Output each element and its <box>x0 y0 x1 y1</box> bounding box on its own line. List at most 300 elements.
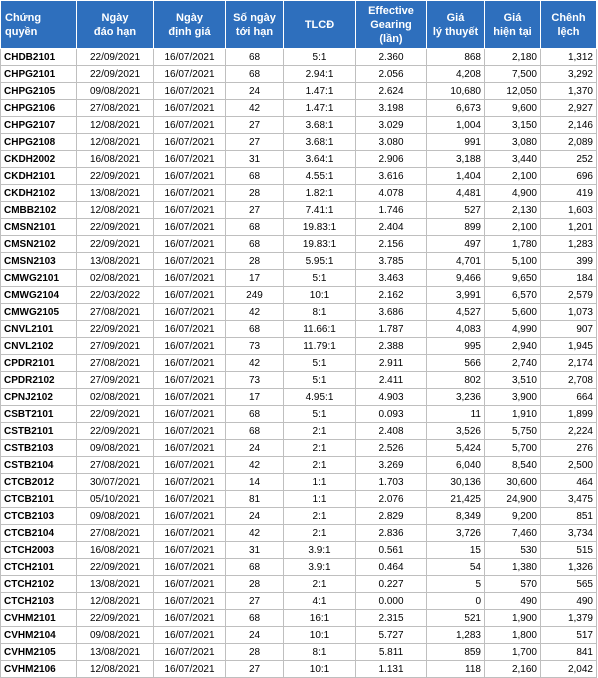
theoretical-price: 1,404 <box>427 168 485 185</box>
warrant-code: CMSN2101 <box>1 219 77 236</box>
maturity-date-header <box>77 1 154 49</box>
price-difference: 3,475 <box>541 491 597 508</box>
theoretical-price: 3,188 <box>427 151 485 168</box>
conversion-ratio: 3.9:1 <box>284 542 356 559</box>
theoretical-price: 30,136 <box>427 474 485 491</box>
days-to-maturity: 68 <box>226 236 284 253</box>
effective-gearing: 0.000 <box>356 593 427 610</box>
effective-gearing: 0.093 <box>356 406 427 423</box>
maturity-date: 22/09/2021 <box>77 49 154 66</box>
valuation-date: 16/07/2021 <box>154 525 226 542</box>
theoretical-price: 6,673 <box>427 100 485 117</box>
current-price: 1,800 <box>485 627 541 644</box>
maturity-date: 27/08/2021 <box>77 100 154 117</box>
theoretical-price: 9,466 <box>427 270 485 287</box>
maturity-date: 12/08/2021 <box>77 593 154 610</box>
current-price: 4,990 <box>485 321 541 338</box>
current-price-header <box>485 1 541 49</box>
price-difference: 419 <box>541 185 597 202</box>
maturity-date: 22/09/2021 <box>77 66 154 83</box>
current-price: 490 <box>485 593 541 610</box>
price-difference: 252 <box>541 151 597 168</box>
current-price: 9,650 <box>485 270 541 287</box>
header-line: Chênh <box>551 11 586 24</box>
maturity-date: 22/09/2021 <box>77 219 154 236</box>
current-price: 12,050 <box>485 83 541 100</box>
table-row <box>1 593 597 610</box>
days-to-maturity: 17 <box>226 389 284 406</box>
theoretical-price: 3,526 <box>427 423 485 440</box>
conversion-ratio: 1:1 <box>284 491 356 508</box>
valuation-date: 16/07/2021 <box>154 117 226 134</box>
valuation-date: 16/07/2021 <box>154 236 226 253</box>
price-difference: 1,201 <box>541 219 597 236</box>
days-to-maturity: 81 <box>226 491 284 508</box>
theoretical-price: 5 <box>427 576 485 593</box>
days-to-maturity: 249 <box>226 287 284 304</box>
days-to-maturity: 27 <box>226 593 284 610</box>
warrant-code: CTCB2103 <box>1 508 77 525</box>
conversion-ratio: 5:1 <box>284 49 356 66</box>
effective-gearing: 1.703 <box>356 474 427 491</box>
warrant-code: CVHM2101 <box>1 610 77 627</box>
effective-gearing: 1.746 <box>356 202 427 219</box>
header-line: định giá <box>168 25 211 38</box>
days-to-maturity: 42 <box>226 100 284 117</box>
warrant-code: CMWG2104 <box>1 287 77 304</box>
current-price: 8,540 <box>485 457 541 474</box>
theoretical-price: 4,083 <box>427 321 485 338</box>
current-price: 2,740 <box>485 355 541 372</box>
conversion-ratio: 5:1 <box>284 406 356 423</box>
price-difference: 2,500 <box>541 457 597 474</box>
effective-gearing: 2.408 <box>356 423 427 440</box>
effective-gearing: 1.131 <box>356 661 427 678</box>
current-price: 530 <box>485 542 541 559</box>
valuation-date: 16/07/2021 <box>154 389 226 406</box>
warrant-code: CKDH2101 <box>1 168 77 185</box>
maturity-date: 13/08/2021 <box>77 185 154 202</box>
theoretical-price: 118 <box>427 661 485 678</box>
effective-gearing: 5.727 <box>356 627 427 644</box>
valuation-date: 16/07/2021 <box>154 151 226 168</box>
valuation-date: 16/07/2021 <box>154 66 226 83</box>
maturity-date: 16/08/2021 <box>77 542 154 559</box>
maturity-date: 22/03/2022 <box>77 287 154 304</box>
conversion-ratio: 2:1 <box>284 576 356 593</box>
table-row <box>1 457 597 474</box>
days-to-maturity: 68 <box>226 406 284 423</box>
warrant-code: CMWG2101 <box>1 270 77 287</box>
maturity-date: 12/08/2021 <box>77 661 154 678</box>
days-to-maturity: 68 <box>226 321 284 338</box>
header-line: lệch <box>557 25 580 38</box>
price-difference: 664 <box>541 389 597 406</box>
current-price: 30,600 <box>485 474 541 491</box>
table-row <box>1 508 597 525</box>
maturity-date: 27/08/2021 <box>77 457 154 474</box>
current-price: 2,180 <box>485 49 541 66</box>
maturity-date: 12/08/2021 <box>77 202 154 219</box>
theoretical-price: 8,349 <box>427 508 485 525</box>
warrant-code: CPNJ2102 <box>1 389 77 406</box>
current-price: 1,780 <box>485 236 541 253</box>
days-to-maturity: 27 <box>226 117 284 134</box>
current-price: 5,700 <box>485 440 541 457</box>
current-price: 3,900 <box>485 389 541 406</box>
maturity-date: 02/08/2021 <box>77 270 154 287</box>
valuation-date: 16/07/2021 <box>154 542 226 559</box>
warrant-code: CSTB2103 <box>1 440 77 457</box>
price-difference: 1,326 <box>541 559 597 576</box>
valuation-date: 16/07/2021 <box>154 406 226 423</box>
effective-gearing: 2.829 <box>356 508 427 525</box>
current-price: 5,100 <box>485 253 541 270</box>
valuation-date: 16/07/2021 <box>154 627 226 644</box>
maturity-date: 27/08/2021 <box>77 525 154 542</box>
current-price: 570 <box>485 576 541 593</box>
table-row <box>1 185 597 202</box>
maturity-date: 27/08/2021 <box>77 355 154 372</box>
theoretical-price: 991 <box>427 134 485 151</box>
warrant-code: CTCH2101 <box>1 559 77 576</box>
conversion-ratio: 8:1 <box>284 644 356 661</box>
table-row <box>1 321 597 338</box>
price-difference: 1,603 <box>541 202 597 219</box>
header-line: tới hạn <box>235 25 274 38</box>
header-line: Ngày <box>176 11 203 24</box>
price-difference: 907 <box>541 321 597 338</box>
price-difference: 1,370 <box>541 83 597 100</box>
effective-gearing: 3.785 <box>356 253 427 270</box>
current-price: 1,700 <box>485 644 541 661</box>
header-line: Effective <box>368 4 414 17</box>
days-to-maturity: 24 <box>226 627 284 644</box>
days-to-maturity: 68 <box>226 219 284 236</box>
conversion-ratio: 4.95:1 <box>284 389 356 406</box>
current-price: 3,440 <box>485 151 541 168</box>
current-price: 2,100 <box>485 168 541 185</box>
current-price: 3,510 <box>485 372 541 389</box>
header-line: (lần) <box>379 32 403 45</box>
days-to-maturity: 68 <box>226 49 284 66</box>
price-difference: 1,283 <box>541 236 597 253</box>
days-to-maturity: 31 <box>226 542 284 559</box>
theoretical-price: 4,701 <box>427 253 485 270</box>
table-row <box>1 338 597 355</box>
maturity-date: 16/08/2021 <box>77 151 154 168</box>
header-line: Số ngày <box>233 11 276 24</box>
maturity-date: 22/09/2021 <box>77 559 154 576</box>
current-price: 5,750 <box>485 423 541 440</box>
effective-gearing: 3.616 <box>356 168 427 185</box>
theoretical-price: 15 <box>427 542 485 559</box>
valuation-date: 16/07/2021 <box>154 168 226 185</box>
conversion-ratio: 1:1 <box>284 474 356 491</box>
maturity-date: 22/09/2021 <box>77 610 154 627</box>
maturity-date: 22/09/2021 <box>77 423 154 440</box>
table-row <box>1 491 597 508</box>
days-to-maturity: 24 <box>226 440 284 457</box>
table-row <box>1 542 597 559</box>
table-row <box>1 355 597 372</box>
current-price: 24,900 <box>485 491 541 508</box>
difference-header <box>541 1 597 49</box>
days-to-maturity: 42 <box>226 457 284 474</box>
current-price: 9,200 <box>485 508 541 525</box>
conversion-ratio: 2:1 <box>284 508 356 525</box>
table-row <box>1 49 597 66</box>
valuation-date: 16/07/2021 <box>154 440 226 457</box>
conversion-ratio: 5:1 <box>284 355 356 372</box>
warrant-code: CTCB2104 <box>1 525 77 542</box>
maturity-date: 12/08/2021 <box>77 134 154 151</box>
conversion-ratio: 5:1 <box>284 372 356 389</box>
conversion-ratio: 11.79:1 <box>284 338 356 355</box>
maturity-date: 09/08/2021 <box>77 627 154 644</box>
maturity-date: 27/08/2021 <box>77 304 154 321</box>
conversion-ratio: 2:1 <box>284 440 356 457</box>
effective-gearing: 2.076 <box>356 491 427 508</box>
conversion-ratio: 1.47:1 <box>284 83 356 100</box>
warrant-code: CHPG2108 <box>1 134 77 151</box>
valuation-date: 16/07/2021 <box>154 644 226 661</box>
table-row <box>1 525 597 542</box>
warrant-code: CMWG2105 <box>1 304 77 321</box>
conversion-ratio: 16:1 <box>284 610 356 627</box>
conversion-ratio: 19.83:1 <box>284 236 356 253</box>
current-price: 3,150 <box>485 117 541 134</box>
price-difference: 276 <box>541 440 597 457</box>
current-price: 6,570 <box>485 287 541 304</box>
table-row <box>1 117 597 134</box>
conversion-ratio: 3.9:1 <box>284 559 356 576</box>
current-price: 2,940 <box>485 338 541 355</box>
effective-gearing: 3.463 <box>356 270 427 287</box>
warrant-code: CPDR2101 <box>1 355 77 372</box>
current-price: 1,380 <box>485 559 541 576</box>
conversion-ratio: 5.95:1 <box>284 253 356 270</box>
theoretical-price: 527 <box>427 202 485 219</box>
days-to-maturity: 68 <box>226 610 284 627</box>
valuation-date: 16/07/2021 <box>154 610 226 627</box>
warrant-code-header <box>1 1 77 49</box>
valuation-date: 16/07/2021 <box>154 185 226 202</box>
days-to-maturity: 17 <box>226 270 284 287</box>
conversion-ratio: 2:1 <box>284 423 356 440</box>
table-row <box>1 423 597 440</box>
warrant-code: CSTB2104 <box>1 457 77 474</box>
theoretical-price: 5,424 <box>427 440 485 457</box>
maturity-date: 27/09/2021 <box>77 338 154 355</box>
conversion-ratio: 2:1 <box>284 525 356 542</box>
price-difference: 1,312 <box>541 49 597 66</box>
days-to-maturity: 14 <box>226 474 284 491</box>
theoretical-price: 521 <box>427 610 485 627</box>
warrant-code: CVHM2104 <box>1 627 77 644</box>
valuation-date: 16/07/2021 <box>154 559 226 576</box>
theoretical-price: 4,208 <box>427 66 485 83</box>
conversion-ratio: 11.66:1 <box>284 321 356 338</box>
days-to-maturity: 28 <box>226 644 284 661</box>
table-row <box>1 559 597 576</box>
maturity-date: 13/08/2021 <box>77 644 154 661</box>
days-to-maturity: 68 <box>226 168 284 185</box>
conversion-ratio: 5:1 <box>284 270 356 287</box>
price-difference: 1,899 <box>541 406 597 423</box>
current-price: 2,100 <box>485 219 541 236</box>
valuation-date: 16/07/2021 <box>154 270 226 287</box>
effective-gearing: 2.911 <box>356 355 427 372</box>
theoretical-price: 0 <box>427 593 485 610</box>
price-difference: 1,073 <box>541 304 597 321</box>
warrant-code: CTCH2003 <box>1 542 77 559</box>
valuation-date: 16/07/2021 <box>154 287 226 304</box>
header-line: lý thuyết <box>432 25 479 38</box>
conversion-ratio: 1.47:1 <box>284 100 356 117</box>
theoretical-price: 995 <box>427 338 485 355</box>
conversion-ratio: 7.41:1 <box>284 202 356 219</box>
effective-gearing: 2.836 <box>356 525 427 542</box>
theoretical-price: 899 <box>427 219 485 236</box>
valuation-date: 16/07/2021 <box>154 491 226 508</box>
table-row <box>1 406 597 423</box>
maturity-date: 22/09/2021 <box>77 406 154 423</box>
conversion-ratio: 2.94:1 <box>284 66 356 83</box>
effective-gearing: 2.526 <box>356 440 427 457</box>
maturity-date: 22/09/2021 <box>77 321 154 338</box>
table-row <box>1 661 597 678</box>
table-row <box>1 83 597 100</box>
maturity-date: 05/10/2021 <box>77 491 154 508</box>
header-line: TLCĐ <box>304 18 335 31</box>
valuation-date-header <box>154 1 226 49</box>
table-row <box>1 236 597 253</box>
price-difference: 399 <box>541 253 597 270</box>
warrant-code: CKDH2002 <box>1 151 77 168</box>
table-row <box>1 627 597 644</box>
days-to-maturity: 68 <box>226 423 284 440</box>
header-row <box>1 1 597 49</box>
price-difference: 490 <box>541 593 597 610</box>
price-difference: 184 <box>541 270 597 287</box>
valuation-date: 16/07/2021 <box>154 134 226 151</box>
warrant-code: CMSN2103 <box>1 253 77 270</box>
valuation-date: 16/07/2021 <box>154 100 226 117</box>
valuation-date: 16/07/2021 <box>154 423 226 440</box>
theoretical-price: 11 <box>427 406 485 423</box>
effective-gearing: 3.269 <box>356 457 427 474</box>
table-row <box>1 168 597 185</box>
theoretical-price: 6,040 <box>427 457 485 474</box>
price-difference: 517 <box>541 627 597 644</box>
valuation-date: 16/07/2021 <box>154 304 226 321</box>
valuation-date: 16/07/2021 <box>154 372 226 389</box>
valuation-date: 16/07/2021 <box>154 457 226 474</box>
price-difference: 2,089 <box>541 134 597 151</box>
effective-gearing: 3.029 <box>356 117 427 134</box>
days-to-maturity: 28 <box>226 253 284 270</box>
theoretical-price: 1,283 <box>427 627 485 644</box>
days-to-maturity: 31 <box>226 151 284 168</box>
conversion-ratio: 8:1 <box>284 304 356 321</box>
warrant-code: CMSN2102 <box>1 236 77 253</box>
theoretical-price: 859 <box>427 644 485 661</box>
warrant-code: CHPG2101 <box>1 66 77 83</box>
current-price: 4,900 <box>485 185 541 202</box>
effective-gearing: 2.906 <box>356 151 427 168</box>
theoretical-price: 868 <box>427 49 485 66</box>
theoretical-price: 21,425 <box>427 491 485 508</box>
conversion-ratio: 4:1 <box>284 593 356 610</box>
current-price: 5,600 <box>485 304 541 321</box>
theoretical-price: 4,527 <box>427 304 485 321</box>
warrant-code: CHPG2106 <box>1 100 77 117</box>
price-difference: 565 <box>541 576 597 593</box>
price-difference: 2,579 <box>541 287 597 304</box>
valuation-date: 16/07/2021 <box>154 49 226 66</box>
effective-gearing: 4.078 <box>356 185 427 202</box>
table-row <box>1 134 597 151</box>
theoretical-price: 3,236 <box>427 389 485 406</box>
conversion-ratio: 3.68:1 <box>284 134 356 151</box>
table-row <box>1 440 597 457</box>
price-difference: 2,224 <box>541 423 597 440</box>
effective-gearing: 2.162 <box>356 287 427 304</box>
price-difference: 464 <box>541 474 597 491</box>
table-row <box>1 151 597 168</box>
table-row <box>1 202 597 219</box>
effective-gearing: 2.360 <box>356 49 427 66</box>
current-price: 2,130 <box>485 202 541 219</box>
current-price: 3,080 <box>485 134 541 151</box>
effective-gearing: 3.080 <box>356 134 427 151</box>
valuation-date: 16/07/2021 <box>154 355 226 372</box>
table-row <box>1 576 597 593</box>
price-difference: 2,174 <box>541 355 597 372</box>
table-row <box>1 287 597 304</box>
conversion-ratio: 2:1 <box>284 457 356 474</box>
effective-gearing: 1.787 <box>356 321 427 338</box>
warrant-code: CHPG2105 <box>1 83 77 100</box>
conversion-ratio: 10:1 <box>284 661 356 678</box>
days-to-maturity: 27 <box>226 661 284 678</box>
current-price: 1,900 <box>485 610 541 627</box>
warrant-code: CTCH2103 <box>1 593 77 610</box>
theoretical-price: 497 <box>427 236 485 253</box>
price-difference: 3,292 <box>541 66 597 83</box>
theoretical-price: 1,004 <box>427 117 485 134</box>
days-to-maturity: 42 <box>226 355 284 372</box>
table-body <box>1 49 597 678</box>
current-price: 7,500 <box>485 66 541 83</box>
maturity-date: 30/07/2021 <box>77 474 154 491</box>
table-row <box>1 270 597 287</box>
price-difference: 696 <box>541 168 597 185</box>
warrant-code: CTCB2101 <box>1 491 77 508</box>
days-to-maturity: 42 <box>226 525 284 542</box>
days-to-maturity: 73 <box>226 338 284 355</box>
header-line: Giá <box>503 11 522 24</box>
price-difference: 515 <box>541 542 597 559</box>
conversion-ratio: 1.82:1 <box>284 185 356 202</box>
days-to-maturity: 42 <box>226 304 284 321</box>
price-difference: 1,379 <box>541 610 597 627</box>
table-row <box>1 100 597 117</box>
valuation-date: 16/07/2021 <box>154 83 226 100</box>
effective-gearing: 2.315 <box>356 610 427 627</box>
warrant-code: CSBT2101 <box>1 406 77 423</box>
